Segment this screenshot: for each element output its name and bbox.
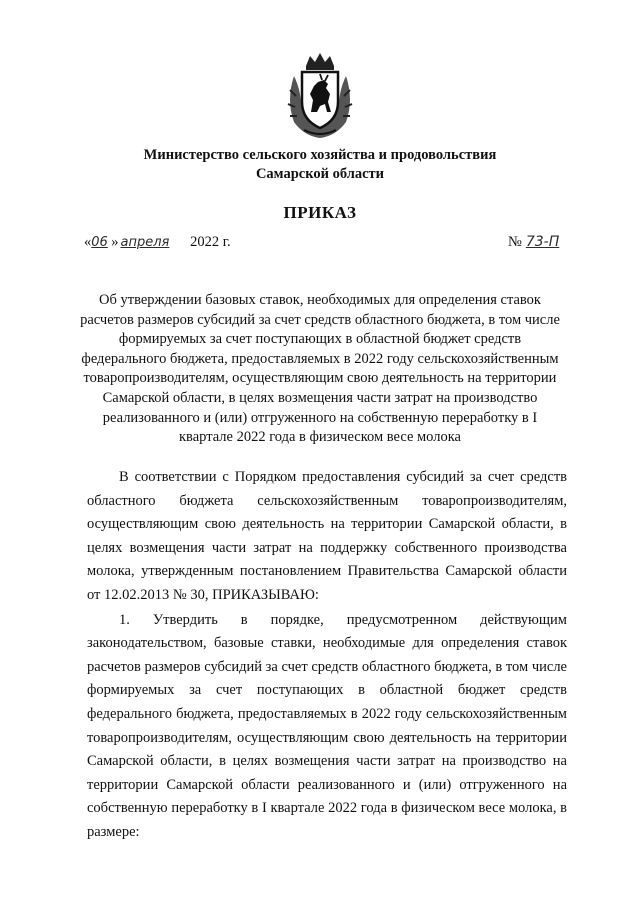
order-number-handwritten: 73-П xyxy=(525,234,560,250)
ministry-line-2: Самарской области xyxy=(255,166,385,182)
order-body xyxy=(87,466,567,845)
date-year: 2022 г. xyxy=(190,234,231,250)
date-close-quote: » xyxy=(111,234,119,250)
ministry-line-1: Министерство сельского хозяйства и продовольствия xyxy=(143,147,497,163)
order-number-label: № xyxy=(508,234,522,250)
order-date xyxy=(84,234,231,251)
date-month-handwritten: апреля xyxy=(120,235,170,250)
date-day-handwritten: 06 xyxy=(91,235,108,250)
ministry-name xyxy=(60,146,580,184)
document-title: ПРИКАЗ xyxy=(283,203,357,222)
order-subject: Об утверждении базовых ставок, необходимых для определения ставок расчетов размеров субсидий за счет средств областного бюджета, в том числе формируемых за счет поступающих в областной бюджет средств федерального бюджета, предоставляемых в 2022 году сельскохозяйственным товаропроизводителям, осуществляющим свою деятельность на территории Самарской области, в целях возмещения части затрат на производство реализованного и (или) отгруженного на собственную переработку в I квартале 2022 года в физическом весе молока xyxy=(80,292,560,446)
samara-oblast-coat-of-arms-icon xyxy=(284,50,356,140)
clause-1-paragraph: 1. Утвердить в порядке, предусмотренном действующим законодательством, базовые ставки, необходимые для определения ставок расчетов размеров субсидий за счет средств областного бюджета, в том числе формируемых за счет поступающих в областной бюджет средств федерального бюджета, предоставляемых в 2022 году сельскохозяйственным товаропроизводителям, осуществляющим свою деятельность на территории Самарской области, в целях возмещения части затрат на производство на территории Самарской области реализованного и (или) отгруженного на собственную переработку в I квартале 2022 года в физическом весе молока, в размере: xyxy=(87,611,567,840)
preamble-paragraph: В соответствии с Порядком предоставления субсидий за счет средств областного бюджета сельскохозяйственным товаропроизводителям, осуществляющим свою деятельность на территории Самарской области, в целях возмещения части затрат на поддержку собственного производства молока, утвержденным постановлением Правительства Самарской области от 12.02.2013 № 30, ПРИКАЗЫВАЮ: xyxy=(87,469,567,603)
order-number xyxy=(508,234,576,251)
date-open-quote: « xyxy=(84,234,92,250)
